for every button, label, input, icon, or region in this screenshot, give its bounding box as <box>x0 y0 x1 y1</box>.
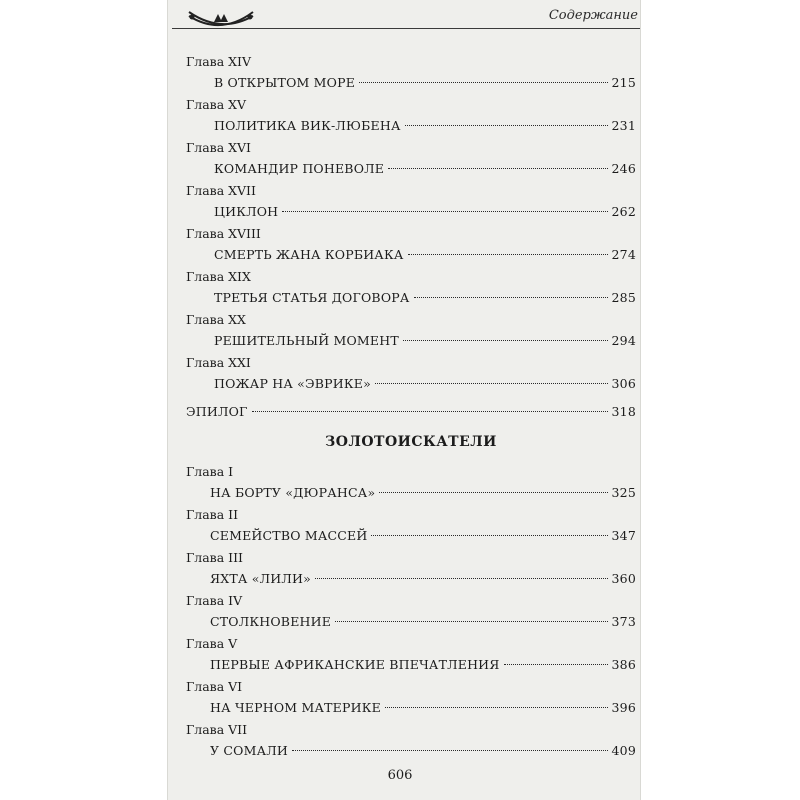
table-of-contents <box>186 54 636 765</box>
toc-entry-19 <box>186 269 636 312</box>
chapter-title: НА ЧЕРНОМ МАТЕРИКЕ <box>210 700 381 715</box>
toc-entry-4 <box>186 593 636 636</box>
toc-entry-2 <box>186 507 636 550</box>
leader-dots <box>379 492 607 493</box>
leader-dots <box>414 297 608 298</box>
toc-entry-16 <box>186 140 636 183</box>
chapter-title: НА БОРТУ «ДЮРАНСА» <box>210 485 376 500</box>
toc-entry-5 <box>186 636 636 679</box>
toc-epilogue <box>186 398 636 426</box>
page-number: 606 <box>387 768 413 783</box>
chapter-label: Глава VII <box>186 722 248 737</box>
chapter-title: ПЕРВЫЕ АФРИКАНСКИЕ ВПЕЧАТЛЕНИЯ <box>210 657 500 672</box>
chapter-title: КОМАНДИР ПОНЕВОЛЕ <box>214 161 385 176</box>
page-ref: 373 <box>611 614 636 629</box>
leader-dots <box>335 621 607 622</box>
chapter-label: Глава III <box>186 550 243 565</box>
chapter-title: В ОТКРЫТОМ МОРЕ <box>214 75 356 90</box>
toc-entry-20 <box>186 312 636 355</box>
leader-dots <box>371 535 607 536</box>
chapter-title: ТРЕТЬЯ СТАТЬЯ ДОГОВОРА <box>214 290 410 305</box>
toc-part1 <box>186 54 636 426</box>
chapter-label: Глава XVI <box>186 140 251 155</box>
toc-entry-17 <box>186 183 636 226</box>
toc-entry-18 <box>186 226 636 269</box>
page-ref: 386 <box>611 657 636 672</box>
chapter-label: Глава XV <box>186 97 247 112</box>
chapter-label: Глава I <box>186 464 234 479</box>
chapter-title: РЕШИТЕЛЬНЫЙ МОМЕНТ <box>214 333 399 348</box>
toc-entry-3 <box>186 550 636 593</box>
chapter-title: ПОЖАР НА «ЭВРИКЕ» <box>214 376 371 391</box>
crossed-sabers-emblem-icon <box>186 6 256 36</box>
chapter-title: СЕМЕЙСТВО МАССЕЙ <box>210 528 368 543</box>
page-ref: 360 <box>611 571 636 586</box>
page-ref: 409 <box>611 743 636 758</box>
chapter-title: ЯХТА «ЛИЛИ» <box>210 571 311 586</box>
page-ref: 318 <box>611 404 636 419</box>
chapter-label: Глава XX <box>186 312 246 327</box>
leader-dots <box>292 750 608 751</box>
page-ref: 306 <box>611 376 636 391</box>
chapter-title: У СОМАЛИ <box>210 743 289 758</box>
page-ref: 246 <box>611 161 636 176</box>
chapter-label: Глава XIX <box>186 269 251 284</box>
chapter-title: ПОЛИТИКА ВИК-ЛЮБЕНА <box>214 118 401 133</box>
toc-entry-15 <box>186 97 636 140</box>
chapter-label: Глава XXI <box>186 355 251 370</box>
chapter-title: СМЕРТЬ ЖАНА КОРБИАКА <box>214 247 404 262</box>
chapter-label: Глава XVII <box>186 183 256 198</box>
leader-dots <box>252 411 608 412</box>
leader-dots <box>388 168 607 169</box>
toc-entry-21 <box>186 355 636 398</box>
chapter-title: ЦИКЛОН <box>214 204 279 219</box>
chapter-label: Глава VI <box>186 679 243 694</box>
leader-dots <box>315 578 608 579</box>
section-title: ЗОЛОТОИСКАТЕЛИ <box>325 434 497 450</box>
toc-entry-7 <box>186 722 636 765</box>
chapter-label: Глава V <box>186 636 238 651</box>
chapter-label: Глава XIV <box>186 54 251 69</box>
leader-dots <box>282 211 607 212</box>
page-ref: 347 <box>611 528 636 543</box>
page-ref: 396 <box>611 700 636 715</box>
chapter-title: СТОЛКНОВЕНИЕ <box>210 614 332 629</box>
epilogue-title: ЭПИЛОГ <box>186 404 248 419</box>
leader-dots <box>385 707 608 708</box>
leader-dots <box>408 254 608 255</box>
running-head: Содержание <box>548 8 638 23</box>
page-ref: 294 <box>611 333 636 348</box>
chapter-label: Глава II <box>186 507 239 522</box>
chapter-label: Глава XVIII <box>186 226 261 241</box>
leader-dots <box>504 664 608 665</box>
page-ref: 274 <box>611 247 636 262</box>
toc-entry-6 <box>186 679 636 722</box>
toc-part2 <box>186 464 636 765</box>
page-ref: 325 <box>611 485 636 500</box>
toc-entry-14 <box>186 54 636 97</box>
page-ref: 285 <box>611 290 636 305</box>
leader-dots <box>375 383 608 384</box>
page-ref: 262 <box>611 204 636 219</box>
header-rule <box>172 28 640 29</box>
chapter-label: Глава IV <box>186 593 243 608</box>
toc-entry-1 <box>186 464 636 507</box>
page-ref: 215 <box>611 75 636 90</box>
leader-dots <box>405 125 608 126</box>
leader-dots <box>403 340 608 341</box>
leader-dots <box>359 82 607 83</box>
page-ref: 231 <box>611 118 636 133</box>
